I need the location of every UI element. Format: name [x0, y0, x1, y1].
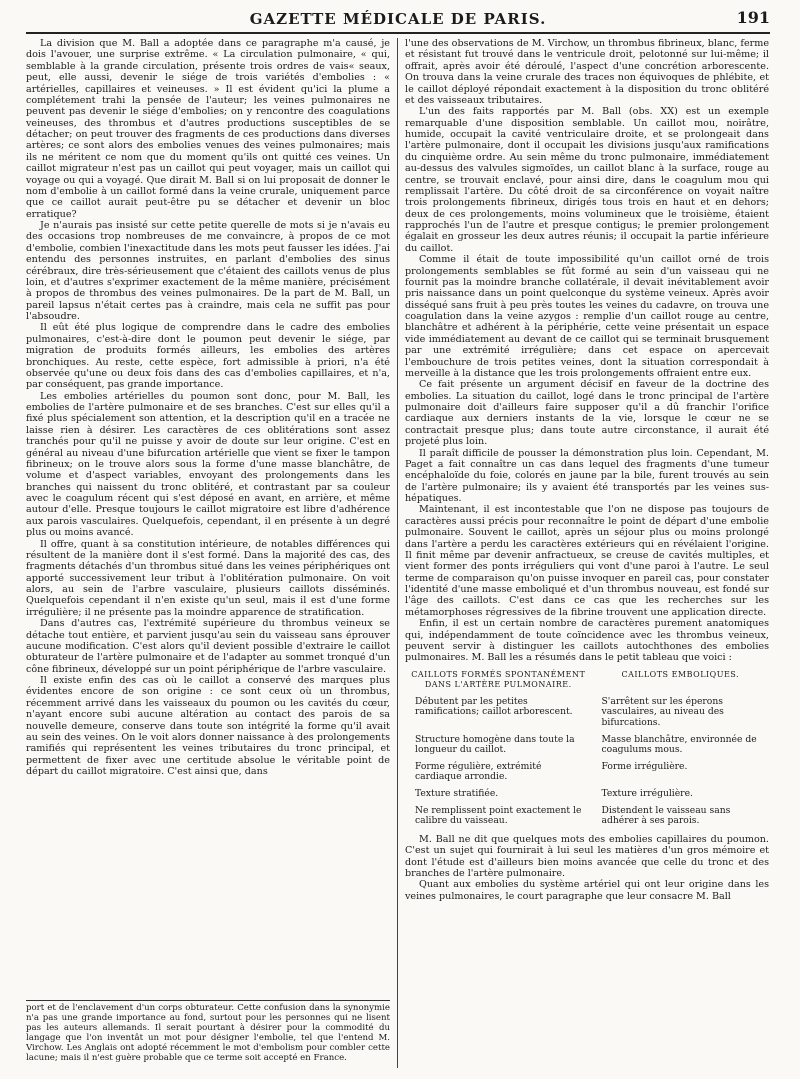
- paragraph: Quant aux embolies du système artériel qui ont leur origine dans les veines pulmonaires, le court paragraphe que leur consacre M. Ball: [405, 879, 769, 902]
- footnote-rule: [26, 1000, 390, 1001]
- table-row: [405, 761, 769, 788]
- paragraph: Comme il était de toute impossibilité qu'un caillot orné de trois prolongements semblables se fût formé au sein d'un vaisseau qui ne fournit pas la moindre branche collatérale, il devait inévitablement avoir pris naissance dans un point quelconque du système veineux. Après avoir disséqué sans fruit à peu près toutes les veines du cadavre, on trouva une coagulation dans la veine azygos : remplie d'un caillot rouge au centre, blanchâtre et adhérent à la périphérie, cette veine présentait un espace vide immédiatement au devant de ce caillot qui se terminait brusquement par une extrémité irrégulière; dans cet espace on apercevait l'embouchure de trois petites veines, dont la situation correspondait à merveille à la distance que les trois prolongements offraient entre eux.: [405, 254, 769, 379]
- table-cell: Débutent par les petites ramifications; caillot arborescent.: [415, 695, 573, 718]
- paragraph: Il eût été plus logique de comprendre dans le cadre des embolies pulmonaires, c'est-à-dire dont le poumon peut devenir le siége, par migration de produits formés ailleurs, les embolies des artères bronchiques. Au reste, cette espèce, fort admissible à priori, n'a été observée qu'une ou deux fois dans des cas d'embolies capillaires, et n'a, par conséquent, pas grande importance.: [26, 322, 390, 391]
- paragraph: Enfin, il est un certain nombre de caractères purement anatomiques qui, indépendamment de toute coïncidence avec les thrombus veineux, peuvent servir à distinguer les caillots autochthones des embolies pulmonaires. M. Ball les a résumés dans le petit tableau que voici :: [405, 618, 769, 664]
- table-cell: Distendent le vaisseau sans adhérer à ses parois.: [601, 804, 731, 827]
- table-cell: Ne remplissent point exactement le calibre du vaisseau.: [415, 804, 582, 827]
- paragraph: l'une des observations de M. Virchow, un thrombus fibrineux, blanc, ferme et résistant fut trouvé dans le ventricule droit, pelotonné sur lui-même; il offrait, après avoir été déroulé, l'aspect d'une concrétion arborescente. On trouva dans la veine crurale des traces non équivoques de phlébite, et le caillot déployé répondait exactement à la disposition du tronc oblitéré et des vaisseaux tributaires.: [405, 38, 769, 106]
- paragraph: La division que M. Ball a adoptée dans ce paragraphe m'a causé, je dois l'avouer, une surprise extrême. « La circulation pulmonaire, « qui, semblable à la grande circulation, présente trois ordres de vais« seaux, peut, elle aussi, devenir le siége de trois variétés d'embolies : « artérielles, capillaires et veineuses. » Il est évident qu'ici la plume a complétement trahi la pensée de l'auteur; les veines pulmonaires ne peuvent pas devenir le siége d'embolies; on y rencontre des coagulations veineuses, des thrombus et d'autres productions susceptibles de se détacher; on peut trouver des fragments de ces productions dans diverses artères; ce sont alors des embolies venues des veines pulmonaires; mais ils ne méritent ce nom que du moment qu'ils ont quitté ces veines. Un caillot migrateur n'est pas un caillot qui peut voyager, mais un caillot qui voyage ou qui a voyagé. Que dirait M. Ball si on lui proposait de donner le nom d'embolie à un caillot formé dans la veine crurale, uniquement parce que ce caillot aurait peut-être pu se détacher et devenir un bloc erratique?: [26, 38, 390, 220]
- column-divider: [397, 38, 398, 1068]
- table-row: [405, 805, 769, 832]
- table-header: CAILLOTS FORMÉS SPONTANÉMENT DANS L'ARTÈRE PULMONAIRE.: [411, 669, 586, 690]
- right-column: [405, 38, 769, 1078]
- table-row: [405, 734, 769, 761]
- paragraph: Maintenant, il est incontestable que l'on ne dispose pas toujours de caractères aussi précis pour reconnaître le point de départ d'une embolie pulmonaire. Souvent le caillot, après un séjour plus ou moins prolongé dans l'artère a perdu les caractères extérieurs qui en révélaient l'origine. Il finit même par devenir anfractueux, se creuse de cavités multiples, et vient former des ponts irréguliers qui vont d'une paroi à l'autre. Le seul terme de comparaison qu'on puisse invoquer en pareil cas, pour constater l'identité d'une masse emboliqué et d'un thrombus nouveau, est fondé sur l'âge des caillots. C'est dans ce cas que les recherches sur les métamorphoses régressives de la fibrine trouvent une application directe.: [405, 504, 769, 618]
- table-cell: Masse blanchâtre, environnée de coagulums mous.: [601, 733, 757, 756]
- paragraph: Ce fait présente un argument décisif en faveur de la doctrine des embolies. La situation du caillot, logé dans le tronc principal de l'artère pulmonaire doit d'ailleurs faire supposer qu'il a dû franchir l'orifice cardiaque aux derniers instants de la vie, lorsque le cœur ne se contractait presque plus; dans toute autre circonstance, il aurait été projeté plus loin.: [405, 379, 769, 448]
- paragraph: Il paraît difficile de pousser la démonstration plus loin. Cependant, M. Paget a fait connaître un cas dans lequel des fragments d'une tumeur encéphaloïde du foie, colorés en jaune par la bile, furent trouvés au sein de l'artère pulmonaire; ils y avaient été transportés par les veines sus-hépatiques.: [405, 447, 769, 504]
- comparison-table: [405, 668, 769, 832]
- page-number: 191: [736, 8, 770, 27]
- table-cell: Texture irrégulière.: [601, 787, 693, 799]
- table-row: [405, 696, 769, 734]
- table-cell: Structure homogène dans toute la longueur du caillot.: [415, 733, 575, 756]
- left-column: [26, 38, 390, 1038]
- table-cell: Forme régulière, extrémité cardiaque arrondie.: [415, 760, 542, 783]
- paragraph: Il existe enfin des cas où le caillot a conservé des marques plus évidentes encore de son origine : ce sont ceux où un thrombus, récemment arrivé dans les vaisseaux du poumon ou les cavités du cœur, n'ayant encore subi aucune altération au contact des parois de sa nouvelle demeure, conserve dans toute son intégrité la forme qu'il avait au sein des veines. On le voit alors donner naissance à des prolongements ramifiés qui représentent les veines tributaires du tronc principal, et permettent de fixer avec une certitude absolue le véritable point de départ du caillot migratoire. C'est ainsi que, dans: [26, 675, 390, 777]
- paragraph: Les embolies artérielles du poumon sont donc, pour M. Ball, les embolies de l'artère pulmonaire et de ses branches. C'est sur elles qu'il a fixé plus spécialement son attention, et la description qu'il en a tracée ne laisse rien à désirer. Les caractères de ces oblitérations sont assez tranchés pour qu'il ne puisse y avoir de doute sur leur origine. C'est en général au niveau d'une bifurcation artérielle que vient se fixer le tampon fibrineux; on le trouve alors sous la forme d'une masse blanchâtre, de volume et d'aspect variables, envoyant des prolongements dans les branches qui naissent du tronc oblitéré, et contrastant par sa couleur avec le coagulum récent qui s'est déposé en avant, en arrière, et même autour d'elle. Presque toujours le caillot migratoire est libre d'adhérence aux parois vasculaires. Quelquefois, cependant, il en présente à un degré plus ou moins avancé.: [26, 390, 390, 539]
- table-header: CAILLOTS EMBOLIQUES.: [621, 669, 740, 679]
- page-header: [26, 6, 770, 34]
- paragraph: M. Ball ne dit que quelques mots des embolies capillaires du poumon. C'est un sujet qui fournirait à lui seul les matières d'un gros mémoire et dont l'étude est d'ailleurs bien moins avancée que celle du tronc et des branches de l'artère pulmonaire.: [405, 833, 769, 879]
- paragraph: L'un des faits rapportés par M. Ball (obs. XX) est un exemple remarquable d'une disposition semblable. Un caillot mou, noirâtre, humide, occupait la cavité ventriculaire droite, et se prolongeait dans l'artère pulmonaire, dont il occupait les divisions jusqu'aux ramifications du cinquième ordre. Au sein même du tronc pulmonaire, immédiatement au-dessus des valvules sigmoïdes, un caillot blanc à la surface, rouge au centre, se trouvait enclavé, pour ainsi dire, dans le coagulum mou qui remplissait l'artère. Du côté droit de sa circonférence on voyait naître trois prolongements fibrineux, dirigés tous trois en haut et en dehors; deux de ces prolongements, moins volumineux que le troisième, étaient rapprochés l'un de l'autre et presque contigus; le premier prolongement égalait en grosseur les deux autres réunis; il occupait la partie inférieure du caillot.: [405, 106, 769, 254]
- table-cell: Forme irrégulière.: [601, 760, 688, 772]
- paragraph: Dans d'autres cas, l'extrémité supérieure du thrombus veineux se détache tout entière, et parvient jusqu'au sein du vaisseau sans éprouver aucune modification. C'est alors qu'il devient possible d'extraire le caillot obturateur de l'artère pulmonaire et de l'adapter au sommet tronqué d'un cône fibrineux, développé sur un point périphérique de l'arbre vasculaire.: [26, 618, 390, 675]
- paragraph: Il offre, quant à sa constitution intérieure, de notables différences qui résultent de la manière dont il s'est formé. Dans la majorité des cas, des fragments détachés d'un thrombus situé dans les veines périphériques ont apporté successivement leur tribut à l'oblitération pulmonaire. On voit alors, au sein de l'arbre vasculaire, plusieurs caillots disséminés. Quelquefois cependant il n'en existe qu'un seul, mais il est d'une forme irrégulière; il ne présente pas la moindre apparence de stratification.: [26, 538, 390, 618]
- table-header-row: [405, 668, 769, 696]
- paragraph: Je n'aurais pas insisté sur cette petite querelle de mots si je n'avais eu des occasions trop nombreuses de me convaincre, à propos de ce mot d'embolie, combien l'inexactitude dans les mots peut fausser les idées. J'ai entendu des personnes instruites, en parlant d'embolies des sinus cérébraux, dire très-sérieusement que c'étaient des caillots venus de plus loin, et d'autres s'exprimer exactement de la même manière, précisément à propos de thrombus des veines pulmonaires. De la part de M. Ball, un pareil lapsus n'était certes pas à craindre, mais cela ne suffit pas pour l'absoudre.: [26, 220, 390, 322]
- footnote: port et de l'enclavement d'un corps obturateur. Cette confusion dans la synonymie n'a pas une grande importance au fond, surtout pour les personnes qui ne lisent pas les auteurs allemands. Il serait pourtant à désirer pour la commodité du langage que l'on inventât un mot pour désigner l'embolie, tel que l'entend M. Virchow. Les Anglais ont adopté récemment le mot d'embolism pour combler cette lacune; mais il n'est guère probable que ce terme soit accepté en France.: [26, 1003, 390, 1063]
- table-cell: Texture stratifiée.: [415, 787, 499, 799]
- table-cell: S'arrêtent sur les éperons vasculaires, au niveau des bifurcations.: [601, 695, 724, 728]
- table-row: [405, 788, 769, 805]
- journal-title: GAZETTE MÉDICALE DE PARIS.: [249, 10, 547, 28]
